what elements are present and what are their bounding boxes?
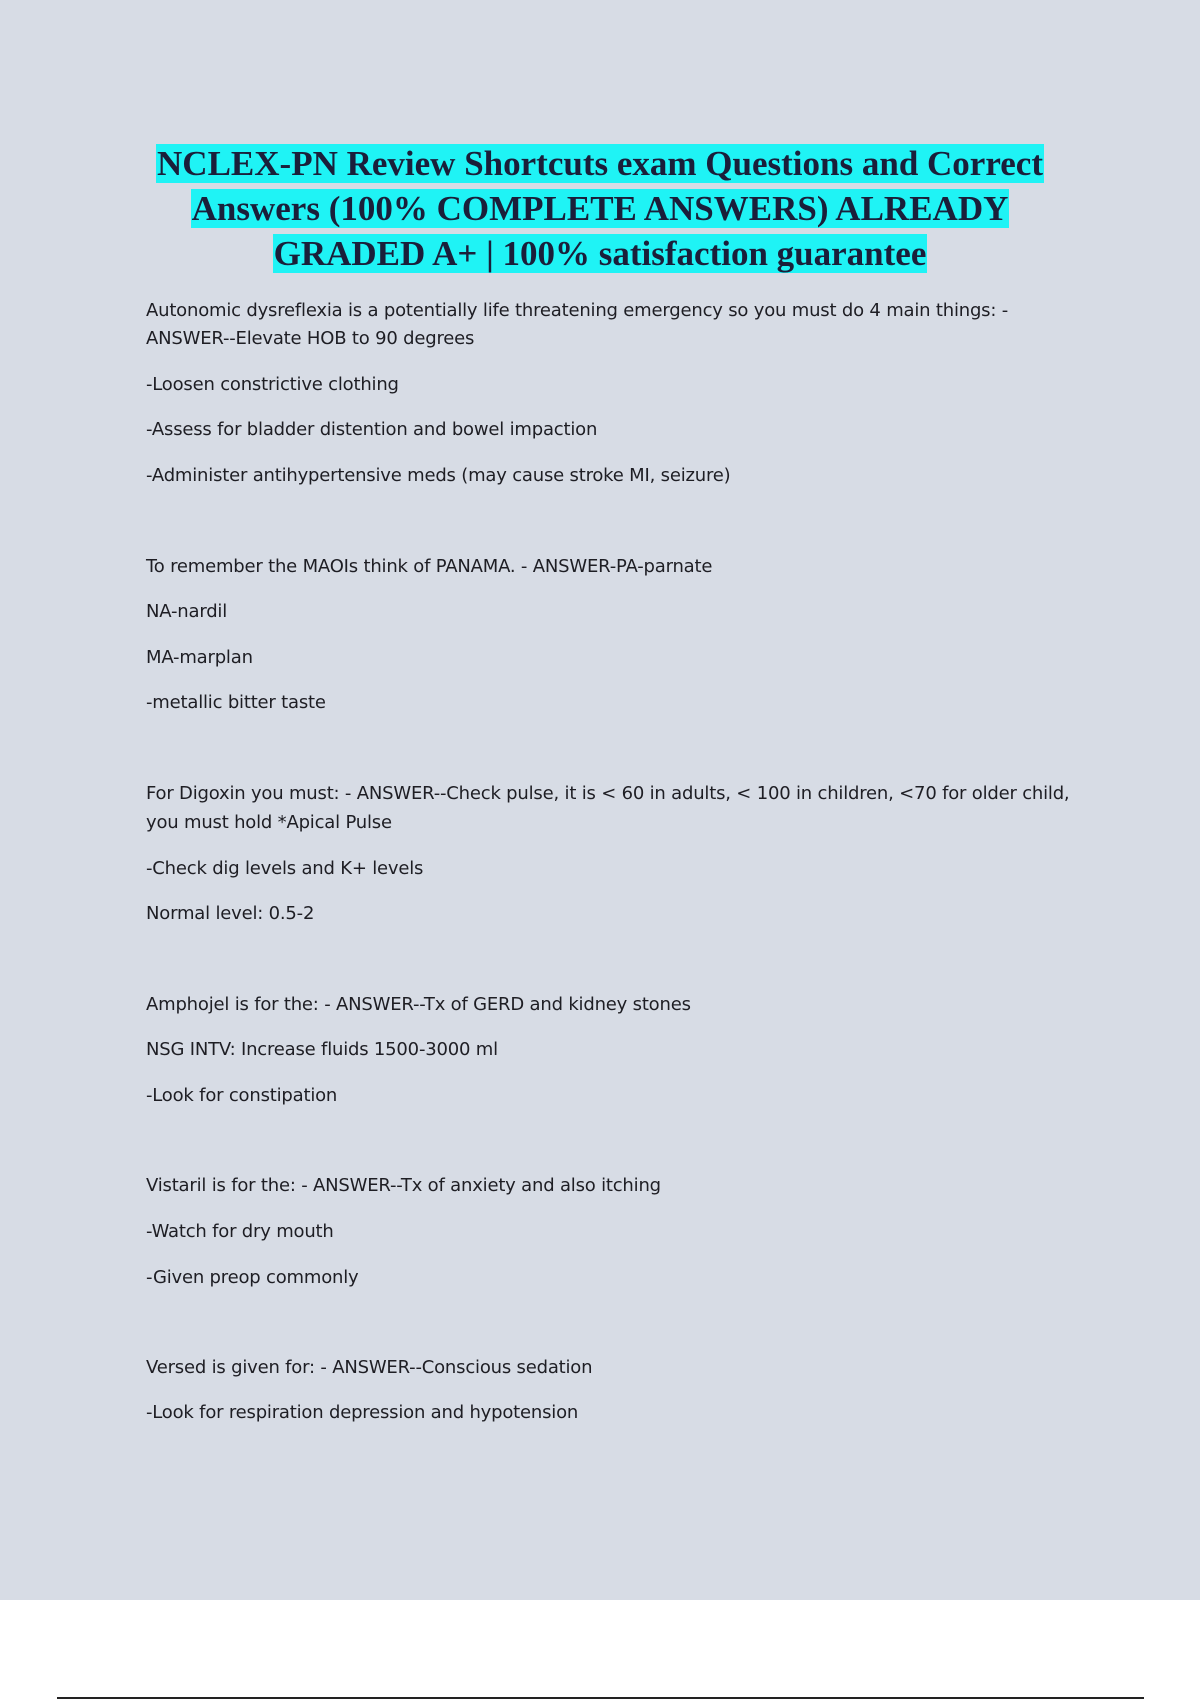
text-line: -Check dig levels and K+ levels [146, 858, 424, 879]
text-line: -Watch for dry mouth [146, 1221, 334, 1242]
text-line: -Given preop commonly [146, 1267, 359, 1288]
title-line-1: NCLEX-PN Review Shortcuts exam Questions and Correct [157, 144, 1043, 183]
text-line: -metallic bitter taste [146, 692, 326, 713]
text-line: -Loosen constrictive clothing [146, 374, 399, 395]
text-line: Versed is given for: - ANSWER--Conscious sedation [146, 1357, 593, 1378]
text-line: Vistaril is for the: - ANSWER--Tx of anxiety and also itching [146, 1175, 661, 1196]
text-line: Amphojel is for the: - ANSWER--Tx of GERD and kidney stones [146, 994, 691, 1015]
document-title [60, 141, 1140, 276]
text-line: Autonomic dysreflexia is a potentially life threatening emergency so you must do 4 main things: - [146, 300, 1009, 321]
text-line: ANSWER--Elevate HOB to 90 degrees [146, 328, 475, 349]
text-line: Normal level: 0.5-2 [146, 903, 315, 924]
text-line: -Look for constipation [146, 1085, 338, 1106]
text-line: MA-marplan [146, 647, 253, 668]
text-line: -Administer antihypertensive meds (may cause stroke MI, seizure) [146, 465, 731, 486]
text-line: NSG INTV: Increase fluids 1500-3000 ml [146, 1039, 498, 1060]
text-line: NA-nardil [146, 601, 228, 622]
text-line: For Digoxin you must: - ANSWER--Check pulse, it is < 60 in adults, < 100 in children, <70 for older child, [146, 783, 1070, 804]
text-line: -Assess for bladder distention and bowel impaction [146, 419, 598, 440]
title-line-2: Answers (100% COMPLETE ANSWERS) ALREADY [191, 189, 1009, 228]
title-line-3: GRADED A+ | 100% satisfaction guarantee [273, 234, 927, 273]
page-divider [57, 1697, 1144, 1699]
text-line: To remember the MAOIs think of PANAMA. - ANSWER-PA-parnate [146, 556, 713, 577]
text-line: -Look for respiration depression and hypotension [146, 1402, 579, 1423]
text-line: you must hold *Apical Pulse [146, 812, 392, 833]
